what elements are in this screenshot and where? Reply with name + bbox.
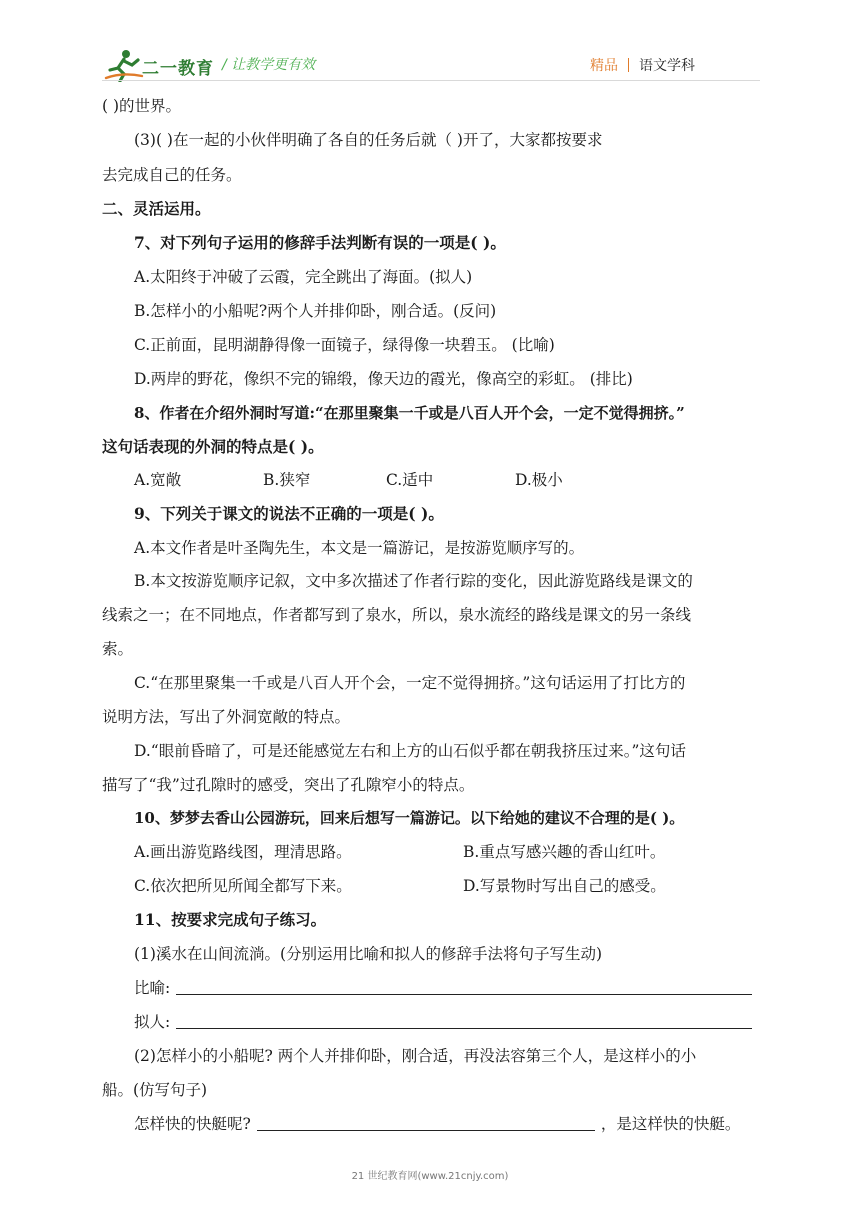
option-text: B.重点写感兴趣的香山红叶。 [463,843,666,861]
section-heading: 二、灵活运用。 [102,199,211,218]
option-text: 线索之一；在不同地点，作者都写到了泉水，所以，泉水流经的路线是课文的另一条线 [102,606,692,624]
option-text: C.适中 [386,471,434,489]
option-text: B.本文按游览顺序记叙，文中多次描述了作者行踪的变化，因此游览路线是课文的 [134,572,693,590]
text-line: 去完成自己的任务。 [102,166,242,184]
question-8: 8、作者在介绍外洞时写道:“在那里聚集一千或是八百人开个会，一定不觉得拥挤。” [134,404,685,422]
instruction-text: (2)怎样小的小船呢? 两个人并排仰卧，刚合适，再没法容第三个人，是这样小的小 [134,1047,697,1065]
slogan: / 让教学更有效 [222,57,316,73]
page-footer: 21 世纪教育网(www.21cnjy.com) [351,1171,509,1182]
text-line: (3)( )在一起的小伙伴明确了各自的任务后就（ )开了，大家都按要求 [134,131,603,149]
question-9: 9、下列关于课文的说法不正确的一项是( )。 [134,504,444,523]
option-text: D.“眼前昏暗了，可是还能感觉左右和上方的山石似乎都在朝我挤压过来。”这句话 [134,742,686,760]
logo-text: 二一教育 [142,59,214,79]
option-text: C.依次把所见所闻全都写下来。 [134,877,352,895]
option-text: B.狭窄 [263,471,311,489]
metaphor-label: 比喻: [134,979,171,997]
option-text: D.极小 [515,471,563,489]
option-text: 索。 [102,640,134,658]
page-header [0,0,860,86]
personification-label: 拟人: [134,1013,171,1031]
imitation-row [134,1114,740,1134]
option-text: A.太阳终于冲破了云霞，完全跳出了海面。(拟人) [134,268,473,286]
option-text: 描写了“我”过孔隙时的感受，突出了孔隙窄小的特点。 [102,776,475,794]
option-text: A.宽敞 [134,471,182,489]
option-text: D.两岸的野花，像织不完的锦缎，像天边的霞光，像高空的彩虹。 (排比) [134,370,633,388]
metaphor-answer-line[interactable] [176,980,752,995]
personification-row [134,1012,752,1032]
header-divider [628,58,629,72]
imitation-answer-line[interactable] [257,1116,595,1131]
option-text: 说明方法，写出了外洞宽敞的特点。 [102,708,351,726]
imitation-prompt: 怎样快的快艇呢? [134,1115,251,1133]
question-11: 11、按要求完成句子练习。 [134,910,327,929]
runner-logo-icon [104,48,144,82]
personification-answer-line[interactable] [176,1014,752,1029]
subject-label: 语文学科 [639,58,695,74]
option-text: B.怎样小的小船呢?两个人并排仰卧，刚合适。(反问) [134,302,497,320]
question-8-cont: 这句话表现的外洞的特点是( )。 [102,437,324,456]
instruction-text: (1)溪水在山间流淌。(分别运用比喻和拟人的修辞手法将句子写生动) [134,945,603,963]
instruction-text: 船。(仿写句子) [102,1081,208,1099]
question-10: 10、梦梦去香山公园游玩，回来后想写一篇游记。以下给她的建议不合理的是( )。 [134,809,685,827]
metaphor-row [134,978,752,998]
option-text: D.写景物时写出自己的感受。 [463,877,666,895]
question-7: 7、对下列句子运用的修辞手法判断有误的一项是( )。 [134,233,506,252]
text-line: ( )的世界。 [102,97,182,115]
option-text: A.本文作者是叶圣陶先生，本文是一篇游记，是按游览顺序写的。 [134,539,585,557]
option-text: C.“在那里聚集一千或是八百人开个会，一定不觉得拥挤。”这句话运用了打比方的 [134,674,686,692]
imitation-suffix: ，是这样快的快艇。 [600,1115,741,1133]
header-rule [102,80,760,81]
header-right [590,55,695,75]
option-text: C.正前面，昆明湖静得像一面镜子，绿得像一块碧玉。 (比喻) [134,336,555,354]
brand-label: 精品 [590,58,618,74]
option-text: A.画出游览路线图，理清思路。 [134,843,352,861]
logo [104,46,214,82]
